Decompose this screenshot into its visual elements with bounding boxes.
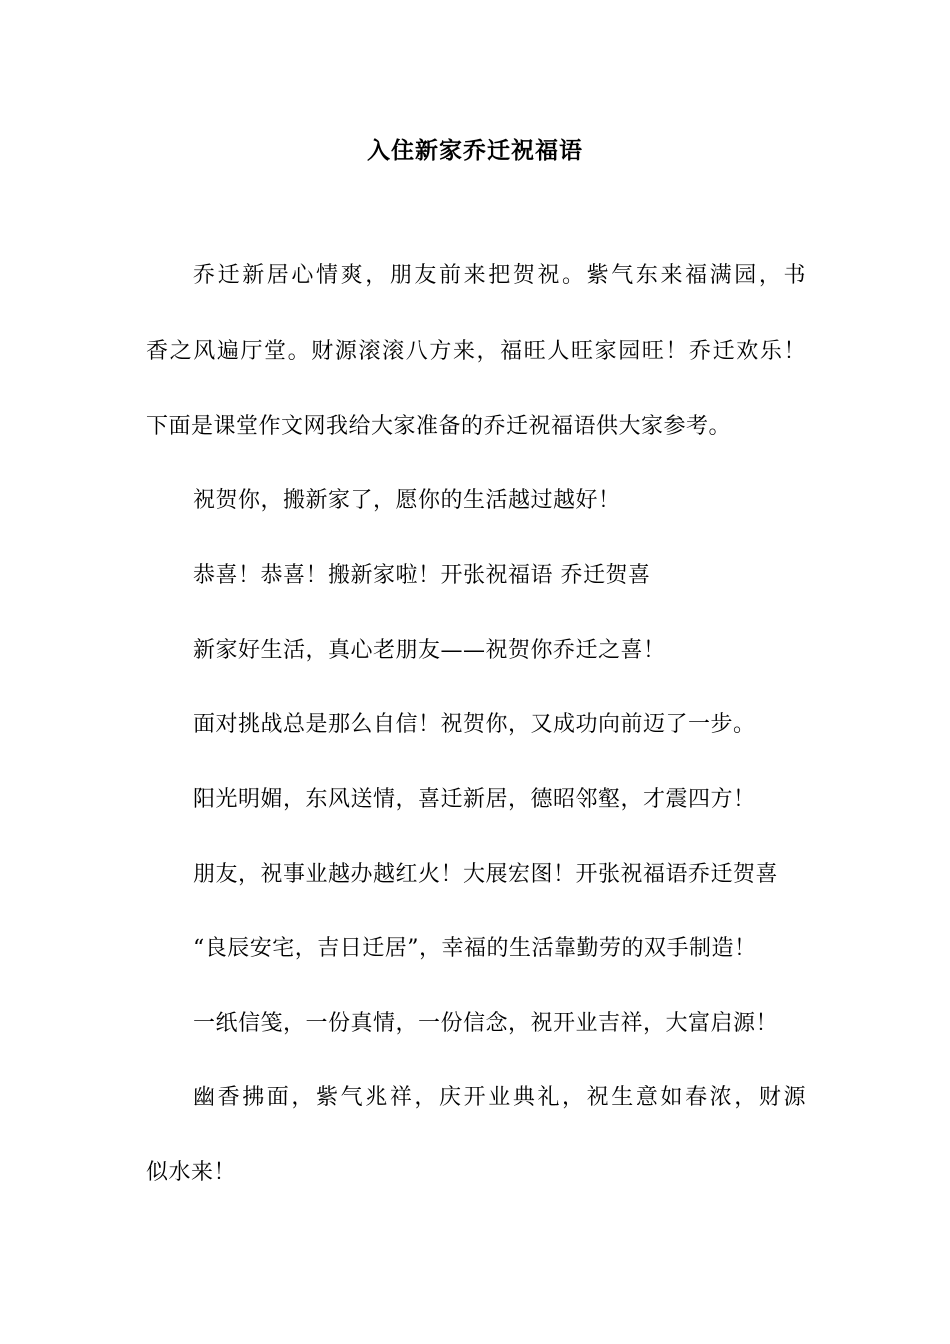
paragraph-line: 恭喜！恭喜！搬新家啦！开张祝福语 乔迁贺喜 — [193, 563, 651, 588]
document-title: 入住新家乔迁祝福语 — [367, 137, 583, 164]
paragraph-line: 朋友，祝事业越办越红火！大展宏图！开张祝福语乔迁贺喜 — [193, 862, 779, 887]
paragraph-line: 祝贺你，搬新家了，愿你的生活越过越好！ — [193, 488, 621, 513]
paragraph-line: 下面是课堂作文网我给大家准备的乔迁祝福语供大家参考。 — [146, 414, 732, 439]
paragraph-line: “良辰安宅，吉日迁居”，幸福的生活靠勤劳的双手制造！ — [193, 936, 757, 961]
paragraph-line: 新家好生活，真心老朋友——祝贺你乔迁之喜！ — [193, 638, 666, 663]
paragraph-line: 似水来！ — [146, 1160, 237, 1185]
paragraph-line: 阳光明媚，东风送情，喜迁新居，德昭邻壑，才震四方！ — [193, 787, 756, 812]
paragraph-line: 香之风遍厅堂。财源滚滚八方来，福旺人旺家园旺！乔迁欢乐！ — [146, 339, 806, 364]
paragraph-line: 一纸信笺，一份真情，一份信念，祝开业吉祥，大富启源！ — [193, 1011, 779, 1036]
paragraph-line: 面对挑战总是那么自信！祝贺你，又成功向前迈了一步。 — [193, 712, 756, 737]
paragraph-line: 乔迁新居心情爽，朋友前来把贺祝。紫气东来福满园，书 — [193, 263, 806, 288]
paragraph-line: 幽香拂面，紫气兆祥，庆开业典礼，祝生意如春浓，财源 — [193, 1085, 806, 1110]
